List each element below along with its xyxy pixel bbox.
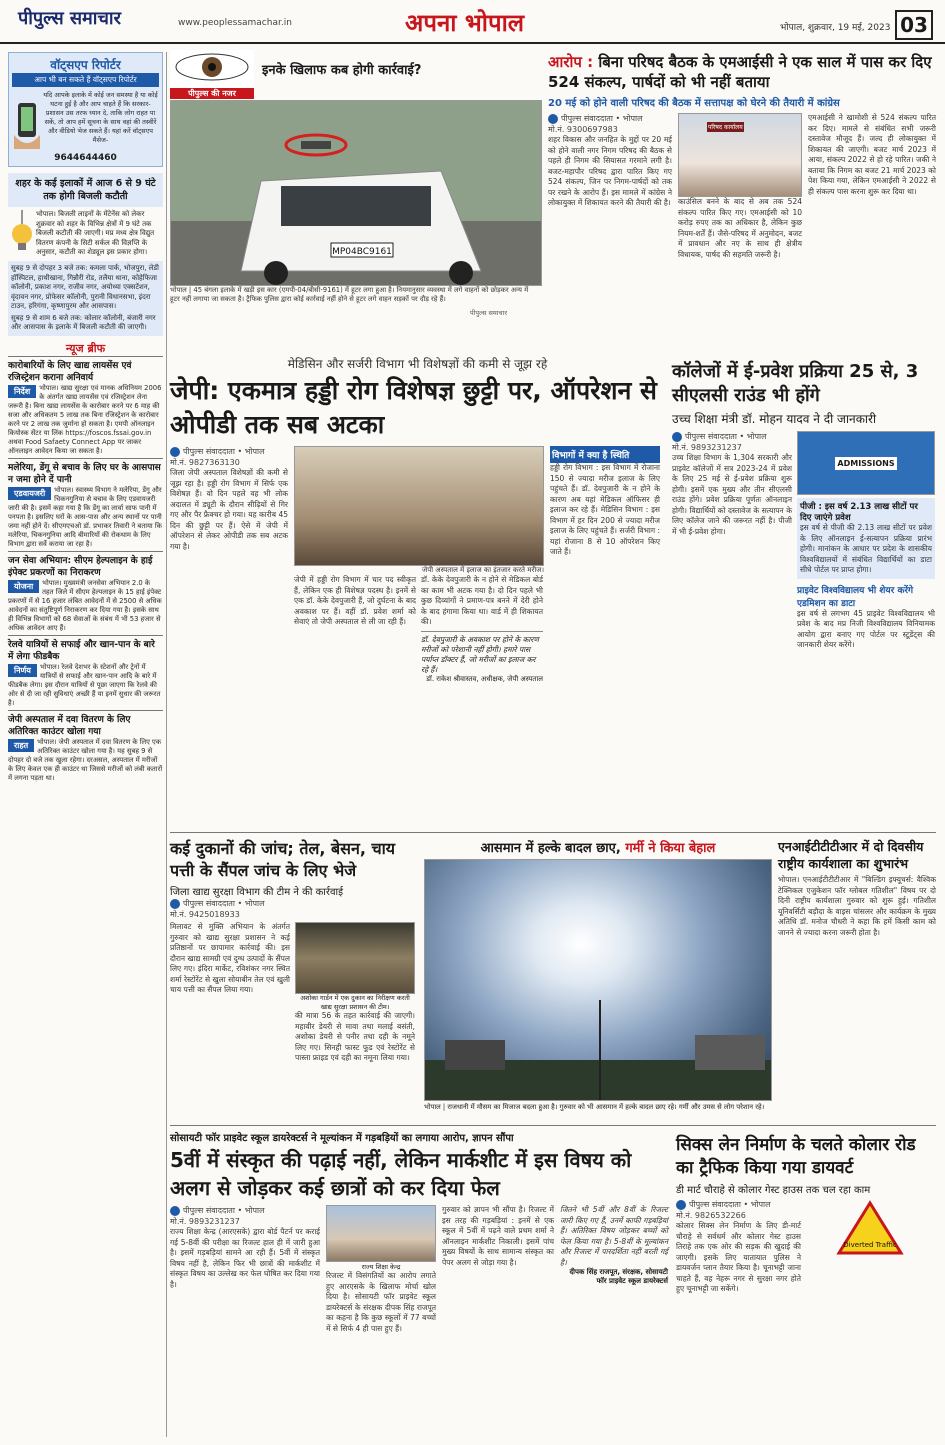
admissions-label: ADMISSIONS bbox=[837, 458, 895, 468]
diversion-sign-icon bbox=[806, 1199, 934, 1259]
eye-badge bbox=[170, 50, 254, 98]
photo-caption: जेपी अस्पताल में इलाज का इंतजार करते मरीज। bbox=[422, 566, 544, 574]
college-headline: कॉलेजों में ई-प्रवेश प्रक्रिया 25 से, 3 सीएलसी राउंड भी होंगे bbox=[672, 361, 919, 406]
quote-author: डॉ. राकेश श्रीवास्तव, अधीक्षक, जेपी अस्पताल bbox=[426, 674, 543, 683]
jp-headline: जेपी: एकमात्र हड्डी रोग विशेषज्ञ छुट्टी पर, ऑपरेशन से ओपीडी तक सब अटका bbox=[170, 376, 657, 439]
sanskrit-kicker: सोसायटी फॉर प्राइवेट स्कूल डायरेक्टर्स ने मूल्यांकन में गड़बड़ियों का लगाया आरोप, ज्ञापन सौंपा bbox=[170, 1133, 514, 1144]
six-lane-deck: डी मार्ट चौराहे से कोलार गेस्ट हाउस तक चल रहा काम bbox=[676, 1185, 871, 1196]
story-tag: आरोप : bbox=[548, 53, 594, 71]
nitttr-story bbox=[778, 838, 936, 1123]
nitttr-headline: एनआईटीटीटीआर में दो दिवसीय राष्ट्रीय कार्यशाला का शुभारंभ bbox=[778, 839, 924, 871]
mobile: मो.नं. 9300697983 bbox=[548, 125, 618, 134]
private-uni-headline: प्राइवेट विश्वविद्यालय भी शेयर करेंगे एडमिशन का डाटा bbox=[797, 585, 914, 609]
whatsapp-title: वॉट्सएप रिपोर्टर bbox=[50, 58, 121, 72]
whatsapp-box bbox=[8, 52, 163, 167]
story-column: रिजल्ट में विसंगतियों का आरोप लगाते हुए आरएसके के खिलाफ मोर्चा खोल दिया है। सोसायटी फॉर प्राइवेट स्कूल डायरेक्टर्स के संरक्षक दीपक सिंह राजपूत का कहना है कि कुछ स्कूलों में 77 बच्चों में से सिर्फ 4 ही पास हुए हैं। bbox=[326, 1271, 436, 1333]
mobile: मो.नं. 9425018933 bbox=[170, 910, 240, 919]
brief-tag: निर्देश bbox=[8, 385, 36, 398]
hand-phone-icon bbox=[12, 91, 42, 153]
six-lane-headline: सिक्स लेन निर्माण के चलते कोलार रोड का ट्रैफिक किया गया डायवर्ट bbox=[676, 1135, 916, 1178]
eye-icon bbox=[170, 50, 254, 84]
food-inspection-photo bbox=[295, 922, 415, 994]
food-deck: जिला खाद्य सुरक्षा विभाग की टीम ने की कार्रवाई bbox=[170, 887, 344, 898]
mobile: मो.नं. 9893231237 bbox=[170, 1217, 240, 1226]
pg-box-headline: पीजी : इस वर्ष 2.13 लाख सीटों पर दिए जाएंगे प्रवेश bbox=[800, 502, 918, 523]
private-uni-text: इस वर्ष से लगभग 45 प्राइवेट विश्वविद्यालय भी प्रवेश के बाद मप्र निजी विश्वविद्यालय विनियामक आयोग द्वारा बनाए गए पोर्टल पर स्टूडेंट्स की जानकारी शेयर करेंगे। bbox=[797, 608, 935, 649]
quote-author: दीपक सिंह राजपूत, संरक्षक, सोसायटी फॉर प्राइवेट स्कूल डायरेक्टर्स bbox=[569, 1268, 668, 1285]
site-url[interactable]: www.peoplessamachar.in bbox=[178, 18, 292, 28]
number-plate: MP04BC9161 bbox=[332, 247, 392, 257]
brief-text: राहत भोपाल। जेपी अस्पताल में दवा वितरण के लिए एक अतिरिक्त काउंटर खोला गया है। यह सुबह 9 से दोपहर दो बजे तक खुला रहेगा। दरअसल, अस्पताल में मरीजों के लिए केवल एक ही काउंटर था जिससे मरीजों को लंबी कतारों में लगना पड़ता था। bbox=[8, 737, 163, 782]
story-column: उच्च शिक्षा विभाग के 1,304 सरकारी और प्राइवेट कॉलेजों में सत्र 2023-24 में प्रवेश के लिए 25 मई से ई-प्रवेश प्रक्रिया शुरू होगी। इसमें एक मुख्य और तीन सीएलसी राउंड होंगे। प्रवेश प्रक्रिया पूर्णतः ऑनलाइन होगी। विद्यार्थियों को दस्तावेज के सत्यापन के लिए कॉलेज जाने की जरूरत नहीं है। पीजी में भी ई-प्रवेश होगा। bbox=[672, 453, 792, 536]
jp-kicker: मेडिसिन और सर्जरी विभाग भी विशेषज्ञों की कमी से जूझ रहे bbox=[287, 357, 548, 371]
byline: पीपुल्स संवाददाता • भोपाल bbox=[676, 1199, 801, 1210]
quote: जितने भी 5वीं और 8वीं के रिजल्ट जारी किए गए हैं, उनमें काफी गड़बड़ियां हैं। अतिरिक्त विषय जोड़कर बच्चों को फेल किया गया है। 5-8वीं के मूल्यांकन और रिजल्ट में पारदर्शिता नहीं बरती गई है। bbox=[560, 1205, 668, 1267]
story-column: की मात्रा 56 के तहत कार्रवाई की जाएगी। महावीर डेयरी से मावा तथा मलाई बसंती, अशोका डेयरी से पनीर तथा दही के नमूने लिए गए। सिनही फास्ट फूड एवं रेस्टोरेंट से पास्ता फ्राइड एवं दही का नमूना लिया गया। bbox=[295, 1011, 415, 1062]
reporter-icon bbox=[672, 432, 682, 442]
sanskrit-marksheet-story bbox=[170, 1130, 670, 1435]
brief-text: निर्णय भोपाल। रेलवे देशभर के स्टेशनों और ट्रेनों में यात्रियों से सफाई और खान-पान आदि के बारे में फीडबैक लेगा। इस दौरान यात्रियों से पूछा जाएगा कि रेलवे की ओर से दी जा रही सुविधाएं अच्छी हैं या इनमें सुधार की जरूरत है। bbox=[8, 662, 161, 707]
sidebar-title: विभागों में क्या है स्थिति bbox=[550, 446, 660, 463]
story-deck: 20 मई को होने वाली परिषद की बैठक में सत्तापक्ष को घेरने की तैयारी में कांग्रेस bbox=[548, 98, 840, 109]
masthead bbox=[0, 0, 945, 44]
hospital-waiting-photo bbox=[294, 446, 544, 566]
photo-kicker: इनके खिलाफ कब होगी कार्रवाई? bbox=[262, 63, 422, 78]
jp-hospital-story bbox=[170, 355, 665, 827]
photo-caption: भोपाल | 45 बंगला इलाके में खड़ी इस कार (एमपी-04/बीसी-9161) में हूटर लगा हुआ है। नियमानुसार व्यवस्था में लगे वाहनों को छोड़कर अन्य में हूटर नहीं लगाया जा सकता है। ट्रैफिक पुलिस द्वारा कोई कार्रवाई नहीं होने से हूटर लगे वाहन सड़कों पर दौड़ रहे हैं। bbox=[170, 286, 529, 303]
section-divider bbox=[170, 832, 936, 833]
byline: पीपुल्स संवाददाता • भोपाल bbox=[170, 446, 288, 457]
weather-story bbox=[424, 838, 772, 1123]
schedule-item: सुबह 9 से दोपहर 3 बजे तक: कमला पार्क, भोजपुरा, लेडी हॉस्पिटल, हाथीखाना, गिन्नौरी रोड, तलैया थाना, कोहेफिजा कॉलोनी, प्रकाश नगर, राजीव नगर, अयोध्या एक्सटेंशन, वृंदावन नगर, प्रोफेसर कॉलोनी, पुरानी विधानसभा, इंदरा टाउन, हरिगंगा, कृष्णापुरम और आसपास। bbox=[11, 264, 159, 310]
whatsapp-number[interactable]: 9644644460 bbox=[54, 153, 117, 163]
six-lane-story bbox=[676, 1134, 936, 1434]
mobile: मो.नं. 9893231237 bbox=[672, 443, 742, 452]
story-column: कोलार सिक्स लेन निर्माण के लिए डी-मार्ट चौराहे से सर्वधर्म और कोलार गेस्ट हाउस तिराहे तक एक ओर की सड़क की खुदाई की जाएगी। इसके लिए यातायात पुलिस ने डायवर्जन प्लान तैयार किया है। चूनाभट्टी जाना चाहते हैं, वह नेहरू नगर से सुरक्षा नगर होते हुए चूनाभट्टी जा सकेंगे। bbox=[676, 1221, 801, 1293]
brief-text: निर्देश भोपाल। खाद्य सुरक्षा एवं मानक अधिनियम 2006 के अंतर्गत खाद्य लायसेंस एवं रजिस्ट्रेशन लेना जरूरी है। बिना खाद्य लायसेंस के कारोबार करने पर 6 माह की सजा और अधिकतम 5 लाख तक बिना रजिस्ट्रेशन के कारोबार करने पर 2 लाख तक जुर्माना हो सकता है। एमपी ऑनलाइन कियोस्क सेंटर या लिंक https://foscos.fssai.gov.in अथवा Food Safaety Connect App पर जाकर ऑनलाइन आवेदन किया जा सकता है। bbox=[8, 383, 162, 455]
story-column: एमआईसी ने खामोशी से 524 संकल्प पारित कर दिए। मामले से संबंधित सभी जरूरी दस्तावेज मौजूद हैं। जल्द ही लोकायुक्त में शिकायत की जाएगी। बजट मार्च 2023 में आया, संकल्प 2022 से हो रहे पारित। जकी ने बताया कि निगम का बजट 21 मार्च 2023 को पेश किया गया, लेकिन एमआईसी ने 2022 से ही संकल्प पास करना शुरू कर दिया था। bbox=[808, 113, 936, 196]
bulb-icon bbox=[8, 210, 36, 258]
page-number: 03 bbox=[895, 10, 933, 40]
reporter-icon bbox=[676, 1200, 686, 1210]
byline: पीपुल्स संवाददाता • भोपाल bbox=[548, 113, 672, 124]
section-title: अपना भोपाल bbox=[405, 9, 525, 37]
story-column: गुरुवार को ज्ञापन भी सौंपा है। रिजल्ट में इस तरह की गड़बड़ियां : इनमें से एक स्कूल में 5वीं में पढ़ने वाले प्रथम शर्मा ने ऑनलाइन मार्कशीट निकाली। इसमें पांच मुख्य विषयों के साथ सामान्य संस्कृत का पेपर अलग से जोड़ा गया है। bbox=[442, 1205, 554, 1267]
pg-box-text: इस वर्ष से पीजी की 2.13 लाख सीटों पर प्रवेश के लिए ऑनलाइन ई-सत्यापन प्रक्रिया प्रारंभ होगी। मानांकन के आधार पर प्रदेश के शासकीय विश्वविद्यालयों में संबंधित विद्यार्थियों का डाटा सीधे पोर्टल पर प्राप्त होगा। bbox=[800, 523, 932, 574]
newspaper-logo[interactable]: पीपुल्स समाचार bbox=[18, 8, 121, 29]
car-photo bbox=[170, 100, 542, 286]
brief-headline: जन सेवा अभियान: सीएम हेल्पलाइन के हाई इंपेक्ट प्रकरणों का निराकरण bbox=[8, 555, 153, 578]
story-column: राज्य शिक्षा केन्द्र (आरएसके) द्वारा बोर्ड पैटर्न पर कराई गई 5-8वीं की परीक्षा का रिजल्ट हाल ही में जारी हुआ है। इसमें गड़बड़ियां सामने आ रही हैं। 5वीं में संस्कृत विषय नहीं है, लेकिन फिर भी छात्रों की मार्कशीट में संस्कृत विषय का उल्लेख कर फेल घोषित कर दिया गया है। bbox=[170, 1227, 320, 1289]
hooter-photo-story bbox=[170, 50, 542, 350]
brief-text: एडवायजरी भोपाल। स्वास्थ्य विभाग ने मलेरिया, डेंगू और चिकनगुनिया से बचाव के लिए एडवायजरी जारी की है। इसमें कहा गया है कि डेंगू का लार्वा साफ पानी में पनपता है। इसलिए घरों के आस-पास और अन्य स्थानों पर पानी जमा नहीं होने दें। सीएमएचओ डॉ. प्रभाकर तिवारी ने बताया कि मलेरिया, चिकनगुनिया आदि बीमारियों की रोकथाम के लिए विभाग द्वारा सर्वे कराया जा रहा है। bbox=[8, 485, 162, 548]
byline: पीपुल्स संवाददाता • भोपाल bbox=[170, 898, 418, 909]
story-column: जेपी में हड्डी रोग विभाग में चार पद स्वीकृत हैं, लेकिन एक ही विशेषज्ञ पदस्थ है। इनमें से एक डॉ. केके देवपुजारी हैं, जो दुर्घटना के बाद अवकाश पर हैं। वहीं डॉ. प्रवेश शर्मा को सेवाएं तो जेपी अस्पताल से ली जा रही हैं। bbox=[294, 575, 416, 626]
brief-headline: जेपी अस्पताल में दवा वितरण के लिए अतिरिक्त काउंटर खोला गया bbox=[8, 714, 131, 737]
mobile: मो.नं. 9827363130 bbox=[170, 458, 240, 467]
left-column bbox=[8, 52, 163, 1437]
council-building-photo bbox=[678, 113, 802, 197]
quote: डॉ. देवपुजारी के अवकाश पर होने के कारण मरीजों को परेशानी नहीं होगी। हमारे पास पर्याप्त डॉक्टर हैं, जो मरीजों का इलाज कर रहे हैं। bbox=[421, 631, 543, 675]
whatsapp-subtitle: आप भी बन सकते हैं वॉट्सएप रिपोर्टर bbox=[12, 73, 159, 87]
pg-box bbox=[797, 498, 935, 579]
story-column: जिला जेपी अस्पताल विशेषज्ञों की कमी से जूझ रहा है। हड्डी रोग विभाग में सिर्फ एक विशेषज्ञ हैं। वो दिन पहले वह भी लोक अदालत में ड्यूटी के दौरान सीढ़ियों से गिर गए और पैर फ्रैक्चर हो गया। यह कारीब 45 दिन की छुट्टी पर हैं। ऐसे में जेपी में ऑपरेशन से लेकर ओपीडी तक सब अटक गया है। bbox=[170, 468, 288, 551]
mobile: मो.नं. 9826532266 bbox=[676, 1211, 746, 1220]
photo-credit: पीपुल्स समाचार bbox=[470, 309, 507, 317]
brief-text: योजना भोपाल। मुख्यमंत्री जनसेवा अभियान 2.0 के तहत जिले में सीएम हेल्पलाइन के 15 हाई इंपेक्ट प्रकरणों में से 16 हजार लंबित आवेदनों में से 2500 से अधिक आवेदनों का संतुष्टिपूर्ण निराकरण कर दिया गया है। इसके साथ ही विभिन्न विभागों को 68 सेवाओं के संबंध में भी 53 हजार से अधिक आवेदन आए हैं। bbox=[8, 578, 162, 632]
rsk-building-photo bbox=[326, 1205, 436, 1262]
reporter-icon bbox=[170, 447, 180, 457]
section-divider bbox=[170, 1125, 936, 1126]
reporter-icon bbox=[548, 114, 558, 124]
story-column: शहर विकास और जनहित के मुद्दों पर 20 मई को होने वाली नगर निगम परिषद की बैठक से पहले ही निगम की सियासत गरमाने लगी है। बजट-महापौर परिषद द्वारा पारित किए गए 524 संकल्प, जिन पर निगम-पार्षदों को तक पर रखने के आरोप हैं। इस मामले में कांग्रेस ने लोकायुक्त में शिकायत करने की तैयारी की है। bbox=[548, 135, 672, 207]
sky-photo bbox=[424, 859, 772, 1101]
brief-headline: रेलवे यात्रियों से सफाई और खान-पान के बारे में लेगा फीडबैक bbox=[8, 639, 155, 662]
reporter-icon bbox=[170, 1206, 180, 1216]
food-safety-story bbox=[170, 838, 418, 1123]
story-column: मिलावट से मुक्ति अभियान के अंतर्गत गुरुवार को खाद्य सुरक्षा प्रशासन ने कई प्रतिष्ठानों पर छापामार कार्रवाई की। इस दौरान खाद्य सामग्री एवं दुग्ध उत्पादों के सैंपल लिए गए। इंदिरा मार्केट, रविशंकर नगर स्थित शर्मा रेस्टोरेंट से खुला सोयाबीन तेल एवं खुली चाय पत्ती का सैंपल लिया गया। bbox=[170, 922, 290, 994]
photo-caption: भोपाल | राजधानी में मौसम का मिजाज बदला हुआ है। गुरुवार को भी आसमान में हल्के बादल छाए रहे। गर्मी और उमस से लोग परेशान रहे। bbox=[424, 1103, 765, 1111]
brief-headline: कारोबारियों के लिए खाद्य लायसेंस एवं रजिस्ट्रेशन कराना अनिवार्य bbox=[8, 360, 132, 383]
story-column: डॉ. केके देवपुजारी के न होने से मेडिकल बोर्ड का काम भी अटक गया है। दो दिन पहले भी कुछ दिव्यांगों ने प्रमाण-पत्र बनने में देरी होने के बाद हंगामा किया था। वार्ड में ही शिकायत की। bbox=[421, 575, 543, 626]
mic-story bbox=[548, 52, 936, 352]
brief-headline: मलेरिया, डेंगू से बचाव के लिए घर के आसपास न जमा होने दें पानी bbox=[8, 462, 161, 485]
news-brief-title: न्यूज ब्रीफ bbox=[65, 341, 106, 355]
byline: पीपुल्स संवाददाता • भोपाल bbox=[672, 431, 792, 442]
power-cut-text: भोपाल। बिजली लाइनों के मेंटेनेंस को लेकर शुक्रवार को शहर के विभिन्न क्षेत्रों में 9 घंटे तक बिजली कटौती की जाएगी। मप्र मध्य क्षेत्र विद्युत वितरण कंपनी के सिटी सर्कल की विज्ञप्ति के अनुसार, कटौती का शेड्यूल इस प्रकार होगा। bbox=[36, 210, 155, 256]
brief-tag: योजना bbox=[8, 580, 39, 593]
photo-caption: राज्य शिक्षा केन्द्र bbox=[361, 1263, 401, 1271]
photo-caption: अशोका गार्डन में एक दुकान का निरीक्षण करती खाद्य सुरक्षा प्रशासन की टीम। bbox=[300, 994, 410, 1011]
eye-label: पीपुल्स की नजर bbox=[170, 88, 254, 99]
brief-tag: राहत bbox=[8, 739, 34, 752]
column-divider bbox=[166, 52, 167, 1437]
food-headline: कई दुकानों की जांच; तेल, बेसन, चाय पत्ती के सैंपल जांच के लिए भेजे bbox=[170, 839, 396, 880]
building-sign: परिषद कार्यालय bbox=[708, 124, 743, 131]
schedule-item: सुबह 9 से शाम 6 बजे तक: कोलार कॉलोनी, बंजारी नगर और आसपास के इलाके में बिजली कटौती की जाएगी। bbox=[11, 313, 156, 331]
sidebar-text: हड्डी रोग विभाग : इस विभाग में रोजाना 150 से ज्यादा मरीज इलाज के लिए पहुंचते हैं। डॉ. देवपुजारी के न होने के कारण अब यहां मेडिकल ऑफिसर ही इलाज कर रहे हैं। मेडिसिन विभाग : इस विभाग में हर दिन 200 से ज्यादा मरीज इलाज के लिए पहुंचते हैं। सर्जरी विभाग : यहां रोजाना 8 से 10 ऑपरेशन किए जाते हैं। bbox=[550, 463, 660, 556]
college-deck: उच्च शिक्षा मंत्री डॉ. मोहन यादव ने दी जानकारी bbox=[672, 412, 877, 426]
college-admission-story bbox=[672, 360, 936, 830]
brief-tag: निर्णय bbox=[8, 664, 37, 677]
brief-tag: एडवायजरी bbox=[8, 487, 51, 500]
weather-headline: आसमान में हल्के बादल छाए, गर्मी ने किया बेहाल bbox=[480, 841, 716, 856]
admissions-graphic bbox=[797, 431, 935, 495]
nitttr-text: भोपाल। एनआईटीटीटीआर में "बिल्डिंग इफ्यूचर्स: वैश्विक टेक्निकल एजुकेशन फॉर ग्लोबल गतिशील" विषय पर दो दिनी राष्ट्रीय कार्यशाला गुरुवार को शुरू हुई। गतिशील यूनिवर्सिटी बड़ौदा के वाइस चांसलर और कार्यक्रम के मुख्य अतिथि डॉ. मनोज चौधरी ने कहा कि हमें किसी काम को जानने से ज्यादा करना जरूरी होता है। bbox=[778, 875, 936, 937]
byline: पीपुल्स संवाददाता • भोपाल bbox=[170, 1205, 320, 1216]
whatsapp-text: यदि आपके इलाके में कोई जन समस्या है या कोई घटना हुई है और आप चाहते हैं कि सरकार-प्रशासन उस तरफ ध्यान दे, ताकि लोग राहत पा सकें, तो आप हमें सूचना के साथ वहां की तस्वीरें और वीडियो भेज सकते हैं। यहां करें वॉट्सएप मैसेज- bbox=[43, 91, 158, 144]
power-cut-headline: शहर के कई इलाकों में आज 6 से 9 घंटे तक होगी बिजली कटौती bbox=[8, 173, 163, 207]
dateline: भोपाल, शुक्रवार, 19 मई, 2023 bbox=[780, 23, 891, 33]
story-headline: आरोप : बिना परिषद बैठक के एमआईसी ने एक साल में पास कर दिए 524 संकल्प, पार्षदों को भी नहीं बताया bbox=[548, 53, 932, 91]
power-cut-schedule bbox=[8, 261, 163, 336]
story-column: काउंसिल बनने के बाद से अब तक 524 संकल्प पारित किए गए। एमआईसी को 10 करोड़ रुपए तक का अधिकार है, लेकिन कुछ नियम-शर्तें हैं। जैसे-परिषद में अनुमोदन, बजट में प्रावधान और नए के साथ ही क्षेत्रीय विधायक, पार्षद की सहमति जरूरी है। bbox=[678, 197, 802, 259]
sign-text: Diverted Traffic bbox=[843, 1241, 897, 1249]
sanskrit-headline: 5वीं में संस्कृत की पढ़ाई नहीं, लेकिन मार्कशीट में इस विषय को अलग से जोड़कर कई छात्रों को कर दिया फेल bbox=[170, 1148, 632, 1200]
reporter-icon bbox=[170, 899, 180, 909]
